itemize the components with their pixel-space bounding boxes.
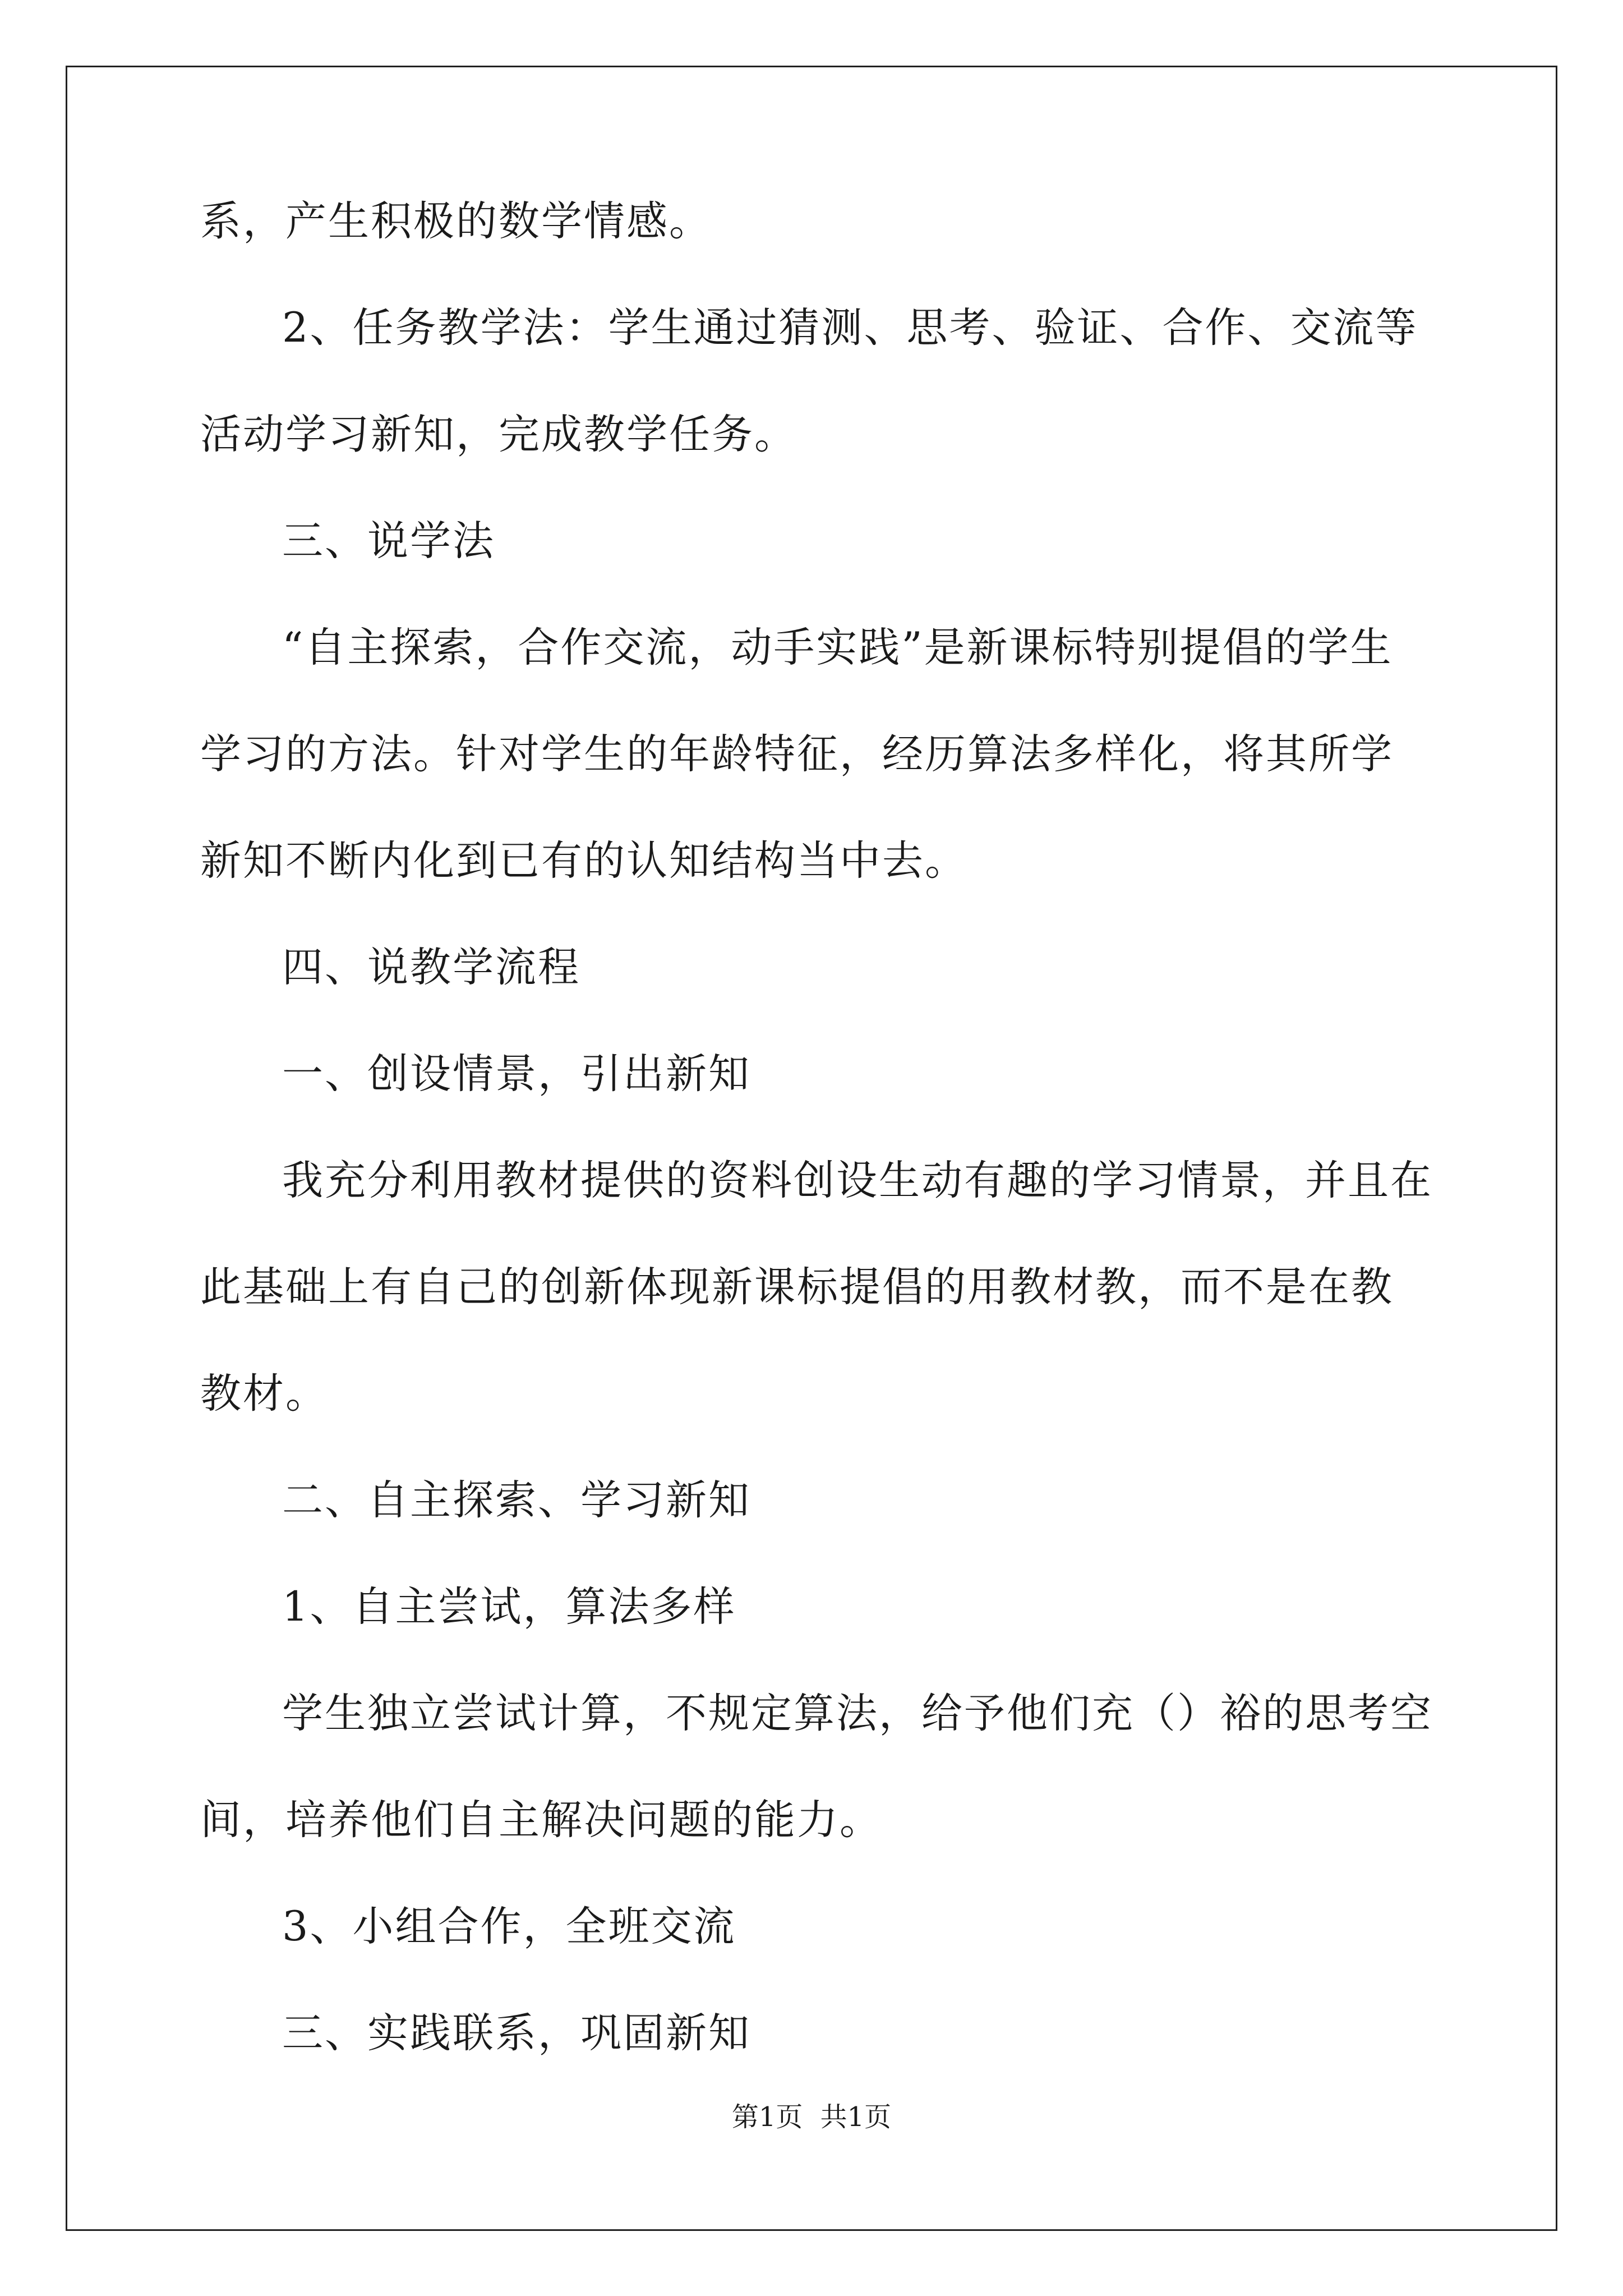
page-number: 第1页 — [731, 2101, 803, 2133]
item-self-try: 1、自主尝试，算法多样 — [282, 1583, 736, 1631]
section-heading-learning-method: 三、说学法 — [282, 517, 495, 565]
page-footer — [0, 2095, 1623, 2134]
subheading-create-scene: 一、创设情景，引出新知 — [282, 1050, 751, 1098]
paragraph-1: 系，产生积极的数学情感。 — [200, 197, 712, 245]
page-total: 共1页 — [820, 2101, 892, 2133]
subheading-practice: 三、实践联系，巩固新知 — [282, 2009, 751, 2057]
paragraph-10: 学生独立尝试计算，不规定算法，给予他们充（）裕的思考空间，培养他们自主解决问题的能力。 — [200, 1690, 1433, 1844]
document-body — [200, 168, 1434, 2087]
paragraph-4: “自主探索，合作交流，动手实践”是新课标特别提倡的学生学习的方法。针对学生的年龄特征，经历算法多样化，将其所学新知不断内化到已有的认知结构当中去。 — [200, 624, 1394, 885]
paragraph-7: 我充分利用教材提供的资料创设生动有趣的学习情景，并且在此基础上有自己的创新体现新课标提倡的用教材教，而不是在教教材。 — [200, 1157, 1433, 1418]
subheading-self-explore: 二、自主探索、学习新知 — [282, 1476, 751, 1524]
section-heading-teaching-flow: 四、说教学流程 — [282, 944, 580, 991]
paragraph-2: 2、任务教学法：学生通过猜测、思考、验证、合作、交流等活动学习新知，完成教学任务。 — [200, 304, 1418, 458]
item-group-cooperation: 3、小组合作，全班交流 — [282, 1903, 736, 1950]
